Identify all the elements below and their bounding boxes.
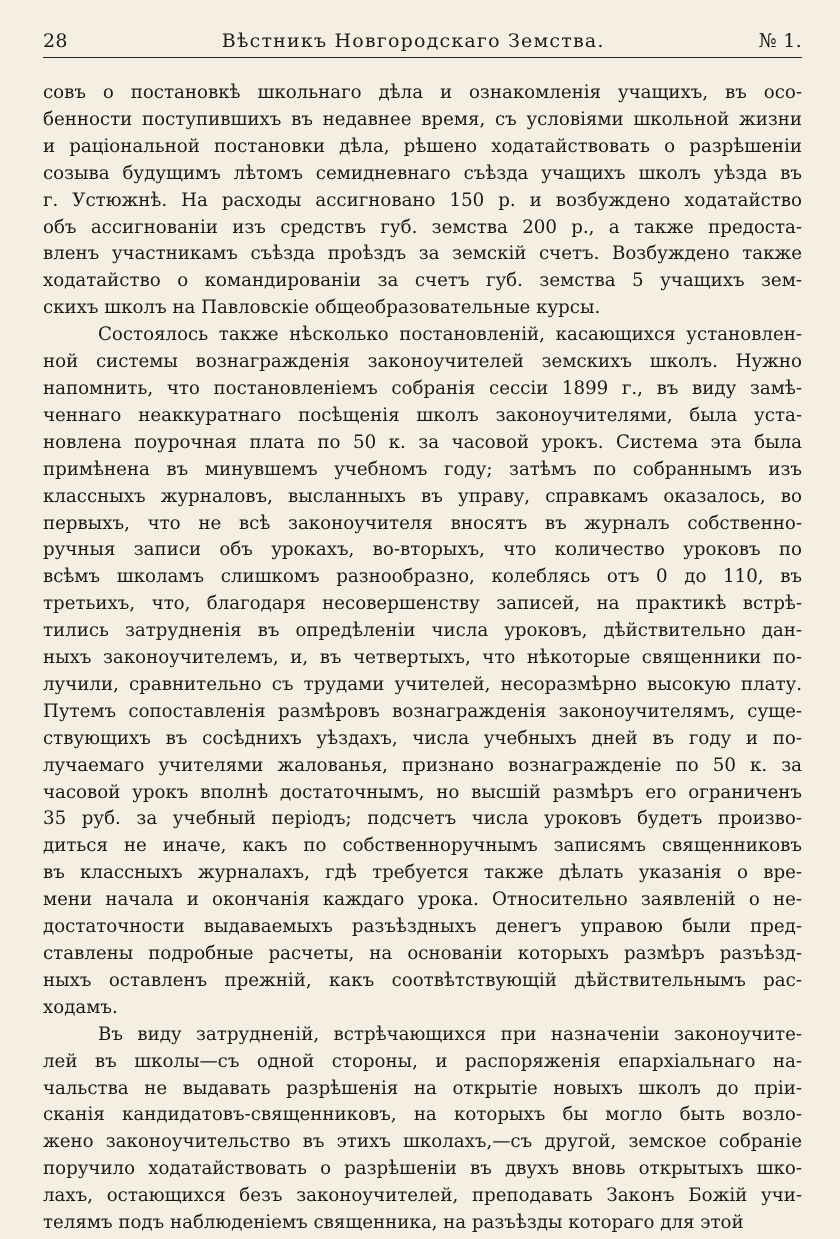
text-line: сканія кандидатовъ-священниковъ, на которыхъ бы могло быть возло-	[43, 1104, 802, 1126]
text-line: ной системы вознагражденія законоучителей земскихъ школъ. Нужно	[43, 351, 802, 373]
text-line: г. Устюжнѣ. На расходы ассигновано 150 р. и возбуждено ходатайство	[43, 189, 802, 211]
text-line: совъ о постановкѣ школьнаго дѣла и ознакомленія учащихъ, въ осо-	[43, 82, 802, 103]
text-line: часовой урокъ вполнѣ достаточнымъ, но высшій размѣръ его ограниченъ	[43, 781, 802, 803]
text-line: въ классныхъ журналахъ, гдѣ требуется также дѣлать указанія о вре-	[43, 862, 802, 884]
body-text	[43, 80, 802, 1237]
text-line: Путемъ сопоставленія размѣровъ вознагражденія законоучителямъ, суще-	[43, 700, 802, 722]
text-line: вленъ участникамъ съѣзда проѣздъ за земскій счетъ. Возбуждено также	[43, 243, 802, 265]
text-line: примѣнена въ минувшемъ учебномъ году; затѣмъ по собраннымъ изъ	[43, 458, 802, 480]
running-header	[43, 30, 802, 58]
text-line: ручныя записи объ урокахъ, во-вторыхъ, что количество уроковъ по	[43, 539, 802, 561]
text-line: третьихъ, что, благодаря несовершенству записей, на практикѣ встрѣ-	[43, 593, 802, 615]
text-line: достаточности выдаваемыхъ разъѣздныхъ денегъ управою были пред-	[43, 916, 802, 938]
text-line: Состоялось также нѣсколько постановленій, касающихся установлен-	[98, 324, 802, 346]
text-line: поручило ходатайствовать о разрѣшеніи въ двухъ вновь открытыхъ шко-	[43, 1158, 802, 1180]
text-line: ныхъ оставленъ прежній, какъ соотвѣтствующій дѣйствительнымъ рас-	[43, 969, 802, 991]
text-line: ходамъ.	[43, 996, 118, 1018]
journal-title: Вѣстникъ Новгородскаго Земства.	[221, 30, 605, 52]
text-line: новлена поурочная плата по 50 к. за часовой урокъ. Система эта была	[43, 431, 802, 453]
text-line: жено законоучительство въ этихъ школахъ,—съ другой, земское собраніе	[43, 1131, 802, 1153]
text-line: тились затрудненія въ опредѣленіи числа уроковъ, дѣйствительно дан-	[43, 620, 802, 642]
text-line: скихъ школъ на Павловскіе общеобразовательные курсы.	[43, 297, 601, 319]
text-line: Въ виду затрудненій, встрѣчающихся при назначеніи законоучите-	[98, 1023, 802, 1045]
text-line: мени начала и окончанія каждаго урока. Относительно заявленій о не-	[43, 889, 802, 911]
text-line: ствующихъ въ сосѣднихъ уѣздахъ, числа учебныхъ дней въ году и по-	[43, 727, 802, 749]
text-line: всѣмъ школамъ слишкомъ разнообразно, колеблясь отъ 0 до 110, въ	[43, 566, 802, 588]
page-number: 28	[43, 30, 68, 52]
text-line: ходатайство о командированіи за счетъ губ. земства 5 учащихъ зем-	[43, 270, 802, 292]
text-line: ставлены подробные расчеты, на основаніи которыхъ размѣръ разъѣзд-	[43, 943, 802, 964]
text-line: ныхъ законоучителемъ, и, въ четвертыхъ, что нѣкоторые священники по-	[43, 647, 802, 669]
text-line: лучили, сравнительно съ трудами учителей, несоразмѣрно высокую плату.	[43, 673, 802, 695]
text-line: ченнаго неаккуратнаго посѣщенія школъ законоучителями, была уста-	[43, 404, 802, 426]
text-line: первыхъ, что не всѣ законоучителя вносятъ въ журналъ собственно-	[43, 512, 802, 534]
text-line: лей въ школы—съ одной стороны, и распоряженія епархіальнаго на-	[43, 1050, 802, 1072]
issue-number: № 1.	[758, 30, 802, 52]
text-line: телямъ подъ наблюденіемъ священника, на разъѣзды котораго для этой	[43, 1212, 744, 1234]
text-line: 35 руб. за учебный періодъ; подсчетъ числа уроковъ будетъ произво-	[43, 808, 802, 830]
text-line: объ ассигнованіи изъ средствъ губ. земства 200 р., а также предоста-	[43, 216, 802, 238]
text-line: лахъ, остающихся безъ законоучителей, преподавать Законъ Божій учи-	[43, 1185, 802, 1207]
text-line: бенности поступившихъ въ недавнее время, съ условіями школьной жизни	[43, 108, 802, 130]
text-line: и раціональной постановки дѣла, рѣшено ходатайствовать о разрѣшеніи	[43, 135, 802, 157]
text-line: напомнить, что постановленіемъ собранія сессіи 1899 г., въ виду замѣ-	[43, 377, 802, 399]
text-line: созыва будущимъ лѣтомъ семидневнаго съѣзда учащихъ школъ уѣзда въ	[43, 162, 802, 184]
text-line: чальства не выдавать разрѣшенія на открытіе новыхъ школъ до пріи-	[43, 1077, 802, 1099]
text-line: классныхъ журналовъ, высланныхъ въ управу, справкамъ оказалось, во	[43, 485, 802, 507]
text-line: диться не иначе, какъ по собственноручнымъ записямъ священниковъ	[43, 835, 802, 857]
text-line: лучаемаго учителями жалованья, признано вознагражденіе по 50 к. за	[43, 754, 802, 776]
